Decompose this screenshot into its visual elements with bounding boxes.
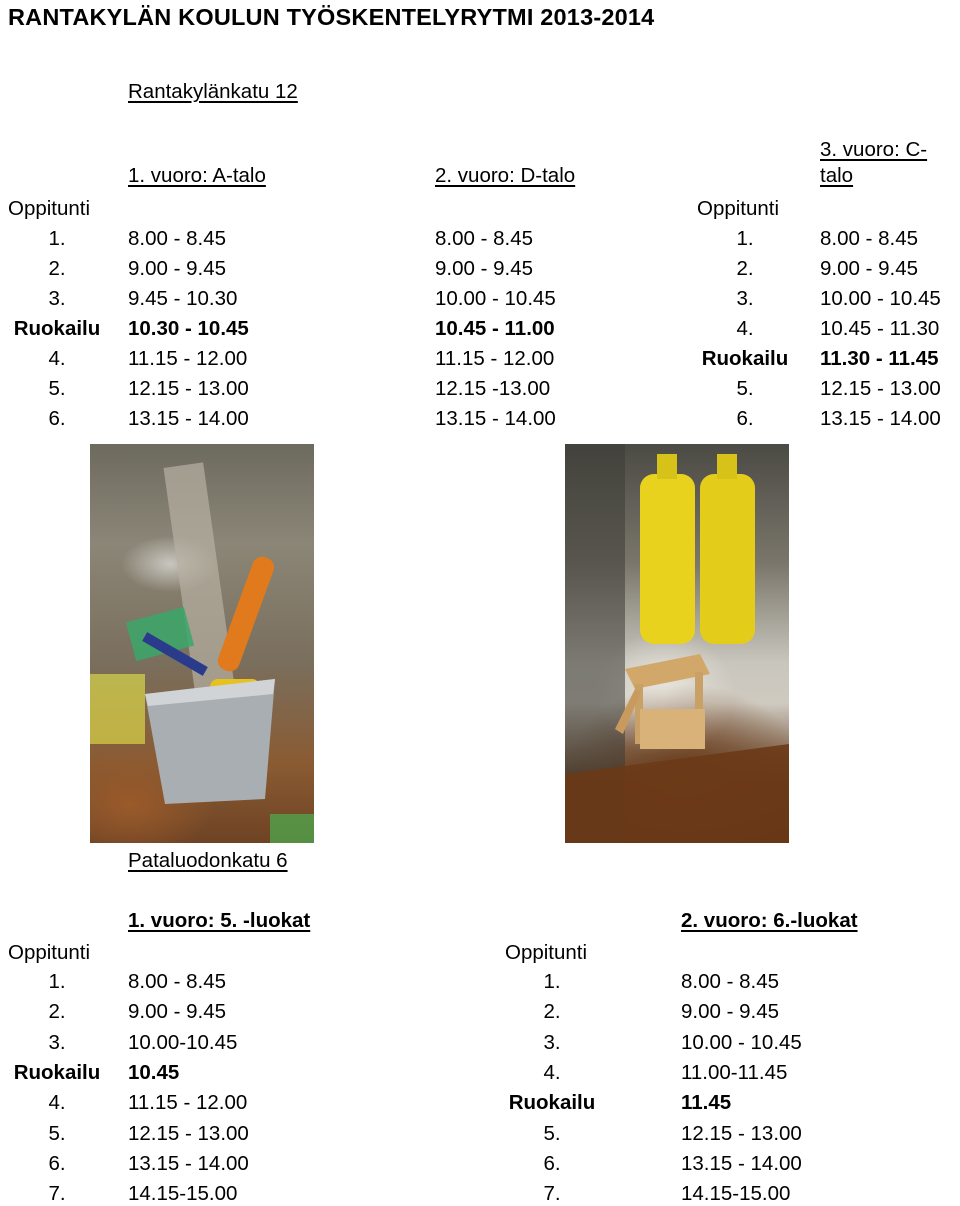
shift1-time: 10.30 - 10.45: [128, 317, 249, 340]
row-label-6lk: 2.: [543, 1000, 561, 1024]
row-label-5lk: 1.: [48, 970, 66, 993]
shift2-time: 10.00 - 10.45: [435, 287, 556, 310]
row-label-right: 4.: [736, 317, 754, 340]
row-label-6lk: 3.: [543, 1030, 561, 1054]
time-5lk: 14.15-15.00: [128, 1182, 238, 1206]
shift2-header: 2. vuoro: D-talo: [435, 164, 576, 187]
shift1-time: 9.00 - 9.45: [128, 257, 227, 280]
shift1-time: 9.45 - 10.30: [128, 287, 238, 310]
row-label: 6.: [48, 407, 66, 430]
time-5lk: 9.00 - 9.45: [128, 1000, 227, 1024]
col-label-oppitunti: Oppitunti: [8, 197, 91, 220]
shift2-time: 13.15 - 14.00: [435, 407, 556, 430]
shift2-time: 9.00 - 9.45: [435, 257, 534, 280]
row-label-right: 2.: [736, 257, 754, 280]
row-label-6lk: 5.: [543, 1121, 561, 1145]
shift1-time: 13.15 - 14.00: [128, 407, 249, 430]
row-label-right: Ruokailu: [701, 347, 789, 370]
row-label-5lk: 3.: [48, 1030, 66, 1054]
time-6lk: 12.15 - 13.00: [681, 1121, 802, 1145]
shift3-time: 8.00 - 8.45: [820, 227, 919, 250]
col-label-oppitunti-2: Oppitunti: [8, 941, 91, 964]
shift2-time: 10.45 - 11.00: [435, 317, 555, 340]
row-label-right: 3.: [736, 287, 754, 310]
row-label-6lk: Ruokailu: [508, 1091, 596, 1115]
shift3-time: 11.30 - 11.45: [820, 347, 939, 370]
time-6lk: 8.00 - 8.45: [681, 970, 780, 993]
shift1-time: 8.00 - 8.45: [128, 227, 227, 250]
shift2-time: 11.15 - 12.00: [435, 347, 555, 370]
time-5lk: 11.15 - 12.00: [128, 1091, 248, 1115]
row-label-6lk: 1.: [543, 970, 561, 993]
time-5lk: 10.00-10.45: [128, 1030, 238, 1054]
row-label-5lk: Ruokailu: [13, 1060, 101, 1084]
shift3-time: 9.00 - 9.45: [820, 257, 919, 280]
row-label: 1.: [48, 227, 66, 250]
row-label: 3.: [48, 287, 66, 310]
row-label-6lk: 6.: [543, 1151, 561, 1175]
row-label-5lk: 6.: [48, 1151, 66, 1175]
shift3-time: 13.15 - 14.00: [820, 407, 941, 430]
shift3-time: 12.15 - 13.00: [820, 377, 941, 400]
row-label-right: 6.: [736, 407, 754, 430]
shift3-header-line1: 3. vuoro: C-: [820, 138, 928, 161]
shift1-header-5lk: 1. vuoro: 5. -luokat: [128, 909, 311, 932]
craft-tower-photo: [565, 444, 789, 843]
shift3-time: 10.00 - 10.45: [820, 287, 941, 310]
time-6lk: 14.15-15.00: [681, 1182, 791, 1206]
shift3-header-line2: talo: [820, 164, 854, 187]
shift2-time: 8.00 - 8.45: [435, 227, 534, 250]
col-label-oppitunti-2-right: Oppitunti: [505, 941, 588, 964]
row-label: 5.: [48, 377, 66, 400]
time-6lk: 13.15 - 14.00: [681, 1151, 802, 1175]
time-6lk: 11.00-11.45: [681, 1060, 788, 1084]
row-label-5lk: 4.: [48, 1091, 66, 1115]
section2-address: Pataluodonkatu 6: [128, 849, 288, 872]
pencil-cup-photo: [90, 444, 314, 843]
shift1-time: 12.15 - 13.00: [128, 377, 249, 400]
row-label-6lk: 4.: [543, 1060, 561, 1084]
shift1-time: 11.15 - 12.00: [128, 347, 248, 370]
time-6lk: 10.00 - 10.45: [681, 1030, 802, 1054]
row-label-5lk: 2.: [48, 1000, 66, 1024]
row-label-right: 5.: [736, 377, 754, 400]
time-5lk: 12.15 - 13.00: [128, 1121, 249, 1145]
row-label: 2.: [48, 257, 66, 280]
time-6lk: 9.00 - 9.45: [681, 1000, 780, 1024]
row-label-5lk: 7.: [48, 1182, 66, 1206]
row-label-5lk: 5.: [48, 1121, 66, 1145]
shift3-time: 10.45 - 11.30: [820, 317, 940, 340]
row-label: Ruokailu: [13, 317, 101, 340]
row-label-right: 1.: [736, 227, 754, 250]
page-title: RANTAKYLÄN KOULUN TYÖSKENTELYRYTMI 2013-2014: [8, 4, 655, 30]
row-label-6lk: 7.: [543, 1182, 561, 1206]
shift2-header-6lk: 2. vuoro: 6.-luokat: [681, 909, 858, 932]
time-5lk: 10.45: [128, 1060, 180, 1084]
shift1-header: 1. vuoro: A-talo: [128, 164, 266, 187]
row-label: 4.: [48, 347, 66, 370]
time-5lk: 13.15 - 14.00: [128, 1151, 249, 1175]
shift2-time: 12.15 -13.00: [435, 377, 551, 400]
time-5lk: 8.00 - 8.45: [128, 970, 227, 993]
time-6lk: 11.45: [681, 1091, 732, 1115]
section1-address: Rantakylänkatu 12: [128, 80, 298, 103]
col-label-oppitunti-right: Oppitunti: [697, 197, 780, 220]
